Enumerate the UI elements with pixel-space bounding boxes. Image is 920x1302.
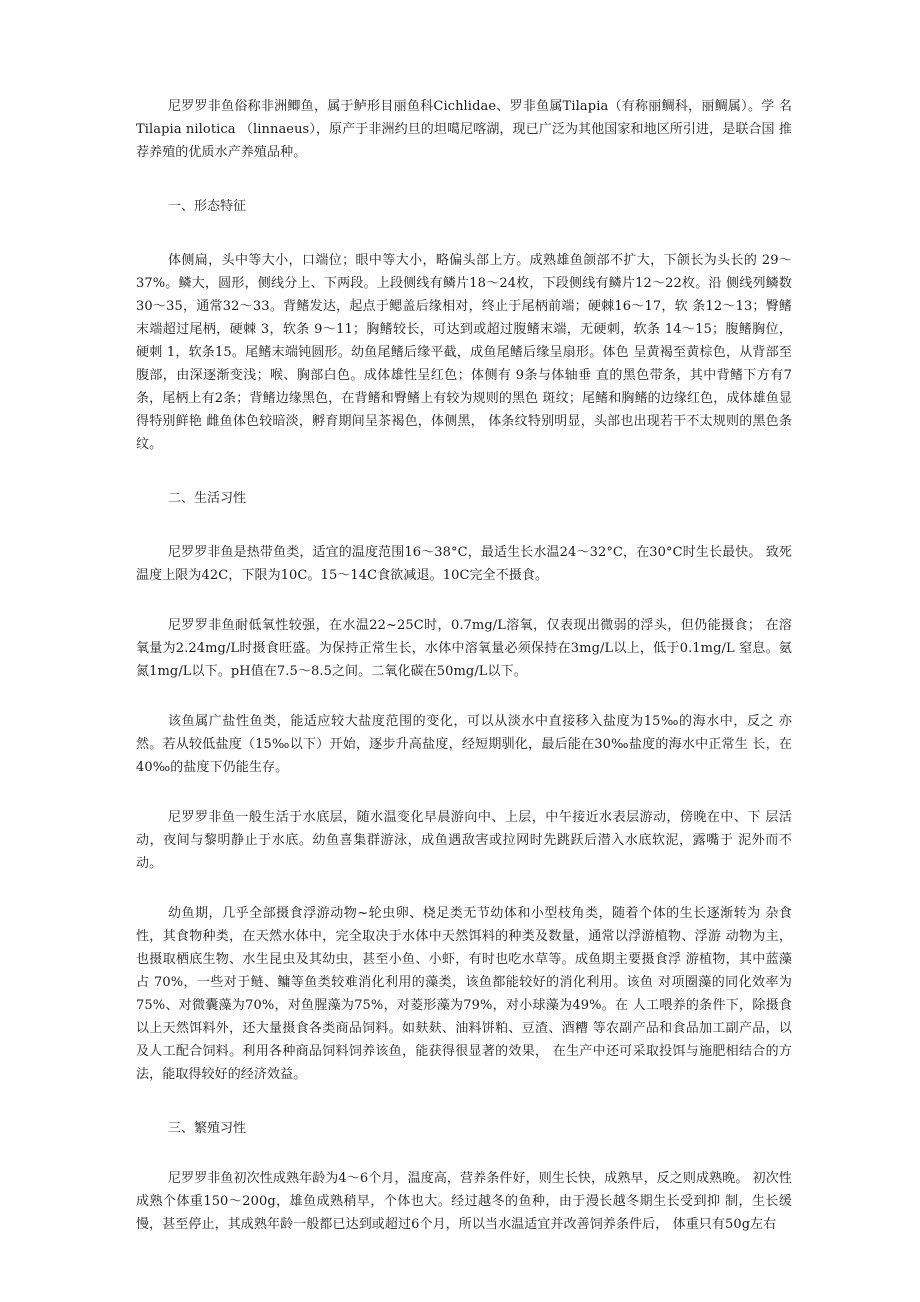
section-heading-morphology: 一、形态特征 <box>168 199 247 214</box>
morphology-paragraph: 体侧扁，头中等大小，口端位；眼中等大小，略偏头部上方。成熟雄鱼颌部不扩大，下颌长为头长的 29～37%。鳞大，圆形，侧线分上、下两段。上段侧线有鳞片18～24枚，下段侧线有鳞片12～22枚。沿 侧线列鳞数30～35，通常32～33。背鳍发达，起点于鳃盖后缘相对，终止于尾柄前端；硬棘16～17，软 条12～13；臀鳍末端超过尾柄，硬棘 3，软条 9～11；胸鳍较长，可达到或超过腹鳍末端，无硬刺，软条 14～15；腹鳍胸位，硬刺 1，软条15。尾鳍末端钝圆形。幼鱼尾鳍后缘平截，成鱼尾鳍后缘呈扇形。体色 呈黄褐至黄棕色，从背部至腹部，由深逐渐变浅；喉、胸部白色。成体雄性呈红色；体侧有 9条与体轴垂 直的黑色带条，其中背鳍下方有7条，尾柄上有2条；背鳍边缘黑色，在背鳍和臀鳍上有较为规则的黑色 斑纹；尾鳍和胸鳍的边缘红色，成体雄鱼显得特别鲜艳 雌鱼体色较暗淡，孵育期间呈茶褐色，体侧黑， 体条纹特别明显，头部也出现若干不太规则的黑色条纹。 <box>136 253 792 452</box>
intro-paragraph: 尼罗罗非鱼俗称非洲鲫鱼，属于鲈形目丽鱼科Cichlidae、罗非鱼属Tilapia（有称丽鲷科，丽鲷属）。学 名Tilapia nilotica （linnaeus），原产于非洲约旦的坦噶尼喀湖，现已广泛为其他国家和地区所引进，是联合国 推荐养殖的优质水产养殖品种。 <box>136 99 792 160</box>
habits-paragraph-salinity: 该鱼属广盐性鱼类，能适应较大盐度范围的变化，可以从淡水中直接移入盐度为15‰的海水中，反之 亦然。若从较低盐度（15‰以下）开始，逐步升高盐度，经短期驯化，最后能在30‰盐度的海水中正常生 长，在 40‰的盐度下仍能生存。 <box>136 714 792 775</box>
habits-paragraph-temperature: 尼罗罗非鱼是热带鱼类，适宜的温度范围16～38°C，最适生长水温24～32°C，在30°C时生长最快。 致死温度上限为42C，下限为10C。15～14C食欲减退。10C完全不摄食。 <box>136 545 792 583</box>
document-body <box>136 95 792 1236</box>
section-heading-habits: 二、生活习性 <box>168 491 247 506</box>
habits-paragraph-oxygen: 尼罗罗非鱼耐低氧性较强，在水温22~25C时，0.7mg/L溶氧，仅表现出微弱的浮头，但仍能摄食； 在溶氧量为2.24mg/L时摄食旺盛。为保持正常生长，水体中溶氧量必须保持在3mg/L以上，低于0.1mg/L 窒息。氨氮1mg/L以下。pH值在7.5～8.5之间。二氧化碳在50mg/L以下。 <box>136 618 792 679</box>
habits-paragraph-behavior: 尼罗罗非鱼一般生活于水底层，随水温变化早晨游向中、上层，中午接近水表层游动，傍晚在中、下 层活动，夜间与黎明静止于水底。幼鱼喜集群游泳，成鱼遇敌害或拉网时先跳跃后潜入水底软泥，露嘴于 泥外而不动。 <box>136 810 792 871</box>
reproduction-paragraph: 尼罗罗非鱼初次性成熟年龄为4～6个月，温度高，营养条件好，则生长快，成熟早，反之则成熟晚。 初次性成熟个体重150～200g，雄鱼成熟稍早，个体也大。经过越冬的鱼种，由于漫长越冬期生长受到抑 制，生长缓慢，甚至停止，其成熟年龄一般都已达到或超过6个月，所以当水温适宜并改善饲养条件后， 体重只有50g左右 <box>136 1171 792 1232</box>
habits-paragraph-diet: 幼鱼期，几乎全部摄食浮游动物~轮虫卵、桡足类无节幼体和小型枝角类，随着个体的生长逐渐转为 杂食性，其食物种类，在天然水体中，完全取决于水体中天然饵料的种类及数量，通常以浮游植物、浮游 动物为主，也摄取栖底生物、水生昆虫及其幼虫，甚至小鱼、小虾，有时也吃水草等。成鱼期主要摄食浮 游植物，其中蓝藻占 70%，一些对于鲢、鳙等鱼类较难消化利用的藻类，该鱼都能较好的消化利用。该鱼 对项圈藻的同化效率为 75%、对微囊藻为70%，对鱼腥藻为75%，对菱形藻为79%，对小球藻为49%。在 人工喂养的条件下，除摄食以上天然饵料外，还大量摄食各类商品饲料。如麸麸、油料饼粕、豆渣、酒糟 等农副产品和食品加工副产品，以及人工配合饲料。利用各种商品饲料饲养该鱼，能获得很显著的效果， 在生产中还可采取投饵与施肥相结合的方法，能取得较好的经济效益。 <box>136 906 792 1082</box>
section-heading-reproduction: 三、繁殖习性 <box>168 1121 247 1136</box>
